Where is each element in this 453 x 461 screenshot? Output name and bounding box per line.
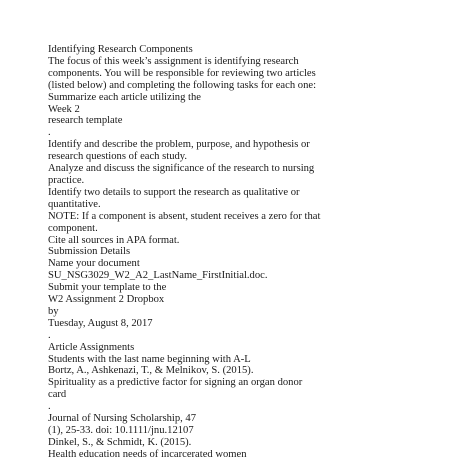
filename-line: SU_NSG3029_W2_A2_LastName_FirstInitial.doc. bbox=[48, 270, 268, 282]
text-line: The focus of this week’s assignment is identifying research bbox=[48, 55, 299, 67]
text-line: components. You will be responsible for reviewing two articles bbox=[48, 67, 316, 79]
text-line: research questions of each study. bbox=[48, 151, 188, 163]
due-date-line: Tuesday, August 8, 2017 bbox=[48, 317, 153, 329]
text-line: research template bbox=[48, 115, 123, 127]
heading-article-assignments: Article Assignments bbox=[48, 341, 135, 353]
text-line: quantitative. bbox=[48, 198, 101, 210]
citation-line: . bbox=[48, 401, 51, 413]
text-line: . bbox=[48, 329, 51, 341]
note-line: NOTE: If a component is absent, student receives a zero for that bbox=[48, 210, 321, 222]
document-body bbox=[48, 44, 448, 461]
text-line: (listed below) and completing the following tasks for each one: bbox=[48, 79, 317, 91]
citation-line: Health education needs of incarcerated women bbox=[48, 448, 247, 460]
citation-line: Spirituality as a predictive factor for signing an organ donor bbox=[48, 377, 303, 389]
text-line: Week 2 bbox=[48, 103, 80, 115]
text-line: by bbox=[48, 305, 59, 317]
text-line: Students with the last name beginning with A-L bbox=[48, 353, 251, 365]
text-line: Cite all sources in APA format. bbox=[48, 234, 180, 246]
text-line: Submit your template to the bbox=[48, 282, 167, 294]
text-line: Identify two details to support the research as qualitative or bbox=[48, 186, 300, 198]
dropbox-name-line: W2 Assignment 2 Dropbox bbox=[48, 294, 165, 306]
text-line: Identify and describe the problem, purpose, and hypothesis or bbox=[48, 139, 310, 151]
text-line: Summarize each article utilizing the bbox=[48, 91, 201, 103]
heading-identifying-research-components: Identifying Research Components bbox=[48, 44, 193, 55]
text-line: . bbox=[48, 127, 51, 139]
heading-submission-details: Submission Details bbox=[48, 246, 131, 258]
text-line: Analyze and discuss the significance of the research to nursing bbox=[48, 163, 315, 175]
citation-line: Bortz, A., Ashkenazi, T., & Melnikov, S. (2015). bbox=[48, 365, 254, 377]
citation-line: card bbox=[48, 389, 67, 401]
text-line: Name your document bbox=[48, 258, 140, 270]
citation-line: (1), 25-33. doi: 10.1111/jnu.12107 bbox=[48, 425, 194, 436]
text-line: component. bbox=[48, 222, 98, 234]
text-line: practice. bbox=[48, 174, 85, 186]
citation-line: Dinkel, S., & Schmidt, K. (2015). bbox=[48, 436, 192, 448]
citation-line: Journal of Nursing Scholarship, 47 bbox=[48, 413, 197, 425]
